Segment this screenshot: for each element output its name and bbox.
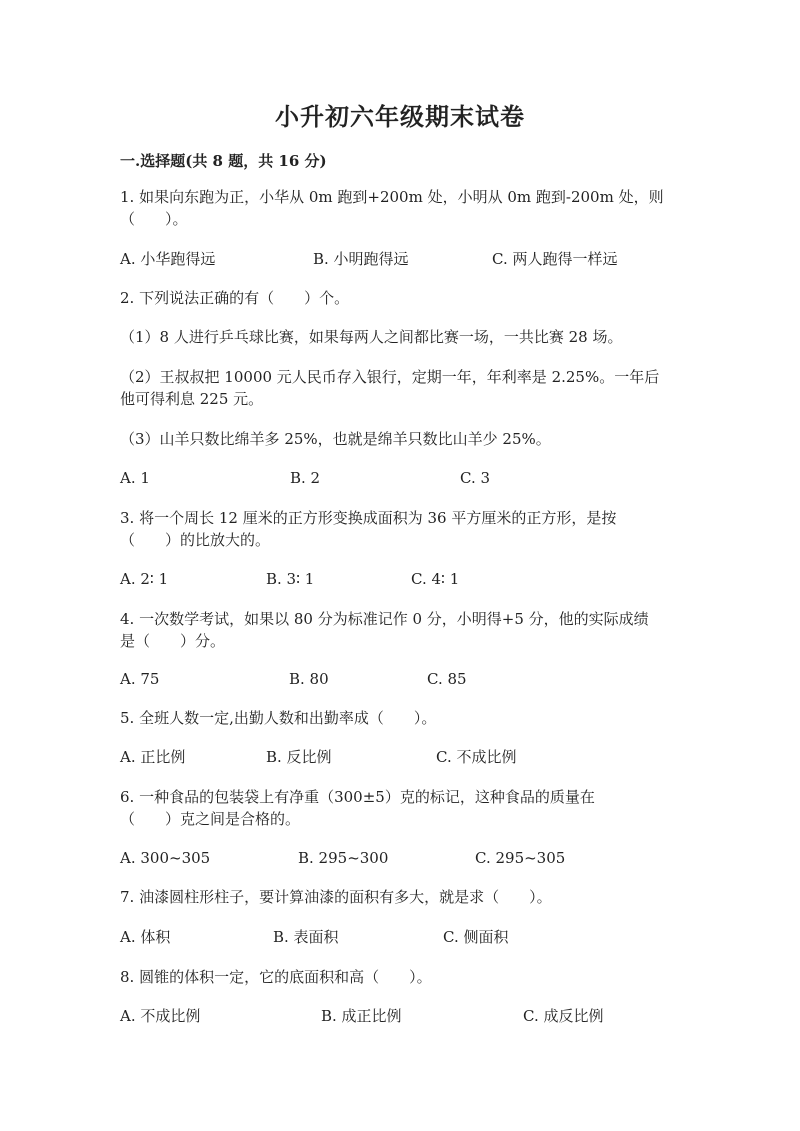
question-8-stem: 8. 圆锥的体积一定，它的底面积和高（ ）。 bbox=[120, 968, 432, 986]
question-5-stem: 5. 全班人数一定,出勤人数和出勤率成（ ）。 bbox=[120, 709, 437, 727]
question-7-option-a: A. 体积 bbox=[120, 928, 171, 946]
question-4-stem-line-1: 4. 一次数学考试，如果以 80 分为标准记作 0 分，小明得+5 分，他的实际成绩 bbox=[120, 610, 649, 628]
question-3-option-b: B. 3∶ 1 bbox=[266, 570, 315, 588]
question-2-option-c: C. 3 bbox=[460, 469, 491, 487]
question-2-statement-2-line-1: （2）王叔叔把 10000 元人民币存入银行，定期一年，年利率是 2.25%。一年后 bbox=[120, 368, 660, 386]
question-2-statement-2-line-2: 他可得利息 225 元。 bbox=[120, 390, 264, 408]
question-8-option-a: A. 不成比例 bbox=[120, 1007, 201, 1025]
section-heading: 一.选择题(共 8 题，共 16 分) bbox=[120, 152, 327, 170]
question-1-option-c: C. 两人跑得一样远 bbox=[492, 250, 618, 268]
question-4-option-c: C. 85 bbox=[427, 670, 467, 688]
question-3-stem-line-1: 3. 将一个周长 12 厘米的正方形变换成面积为 36 平方厘米的正方形，是按 bbox=[120, 509, 617, 527]
question-3-option-a: A. 2∶ 1 bbox=[120, 570, 169, 588]
question-1-stem-line-1: 1. 如果向东跑为正，小华从 0m 跑到+200m 处，小明从 0m 跑到-200m 处，则 bbox=[120, 188, 664, 206]
question-6-stem-line-1: 6. 一种食品的包装袋上有净重（300±5）克的标记，这种食品的质量在 bbox=[120, 788, 595, 806]
question-2-statement-3: （3）山羊只数比绵羊多 25%，也就是绵羊只数比山羊少 25%。 bbox=[120, 430, 551, 448]
question-6-option-c: C. 295~305 bbox=[475, 849, 566, 867]
question-6-option-b: B. 295~300 bbox=[298, 849, 389, 867]
question-1-option-a: A. 小华跑得远 bbox=[120, 250, 216, 268]
question-3-stem-line-2: （ ）的比放大的。 bbox=[120, 531, 271, 549]
question-4-stem-line-2: 是（ ）分。 bbox=[120, 632, 226, 650]
question-8-option-c: C. 成反比例 bbox=[523, 1007, 604, 1025]
question-1-option-b: B. 小明跑得远 bbox=[313, 250, 409, 268]
question-5-option-c: C. 不成比例 bbox=[436, 748, 517, 766]
question-6-option-a: A. 300~305 bbox=[120, 849, 211, 867]
question-7-option-c: C. 侧面积 bbox=[443, 928, 509, 946]
question-2-stem: 2. 下列说法正确的有（ ）个。 bbox=[120, 289, 350, 307]
question-4-option-a: A. 75 bbox=[120, 670, 160, 688]
question-2-option-a: A. 1 bbox=[120, 469, 150, 487]
question-5-option-a: A. 正比例 bbox=[120, 748, 186, 766]
question-1-stem-line-2: （ ）。 bbox=[120, 210, 188, 228]
question-2-statement-1: （1）8 人进行乒乓球比赛，如果每两人之间都比赛一场，一共比赛 28 场。 bbox=[120, 328, 623, 346]
question-7-option-b: B. 表面积 bbox=[273, 928, 339, 946]
question-4-option-b: B. 80 bbox=[289, 670, 329, 688]
question-8-option-b: B. 成正比例 bbox=[321, 1007, 402, 1025]
question-2-option-b: B. 2 bbox=[290, 469, 321, 487]
question-3-option-c: C. 4∶ 1 bbox=[411, 570, 460, 588]
question-6-stem-line-2: （ ）克之间是合格的。 bbox=[120, 810, 301, 828]
question-7-stem: 7. 油漆圆柱形柱子，要计算油漆的面积有多大，就是求（ ）。 bbox=[120, 888, 552, 906]
question-5-option-b: B. 反比例 bbox=[266, 748, 332, 766]
page-title: 小升初六年级期末试卷 bbox=[275, 102, 525, 131]
